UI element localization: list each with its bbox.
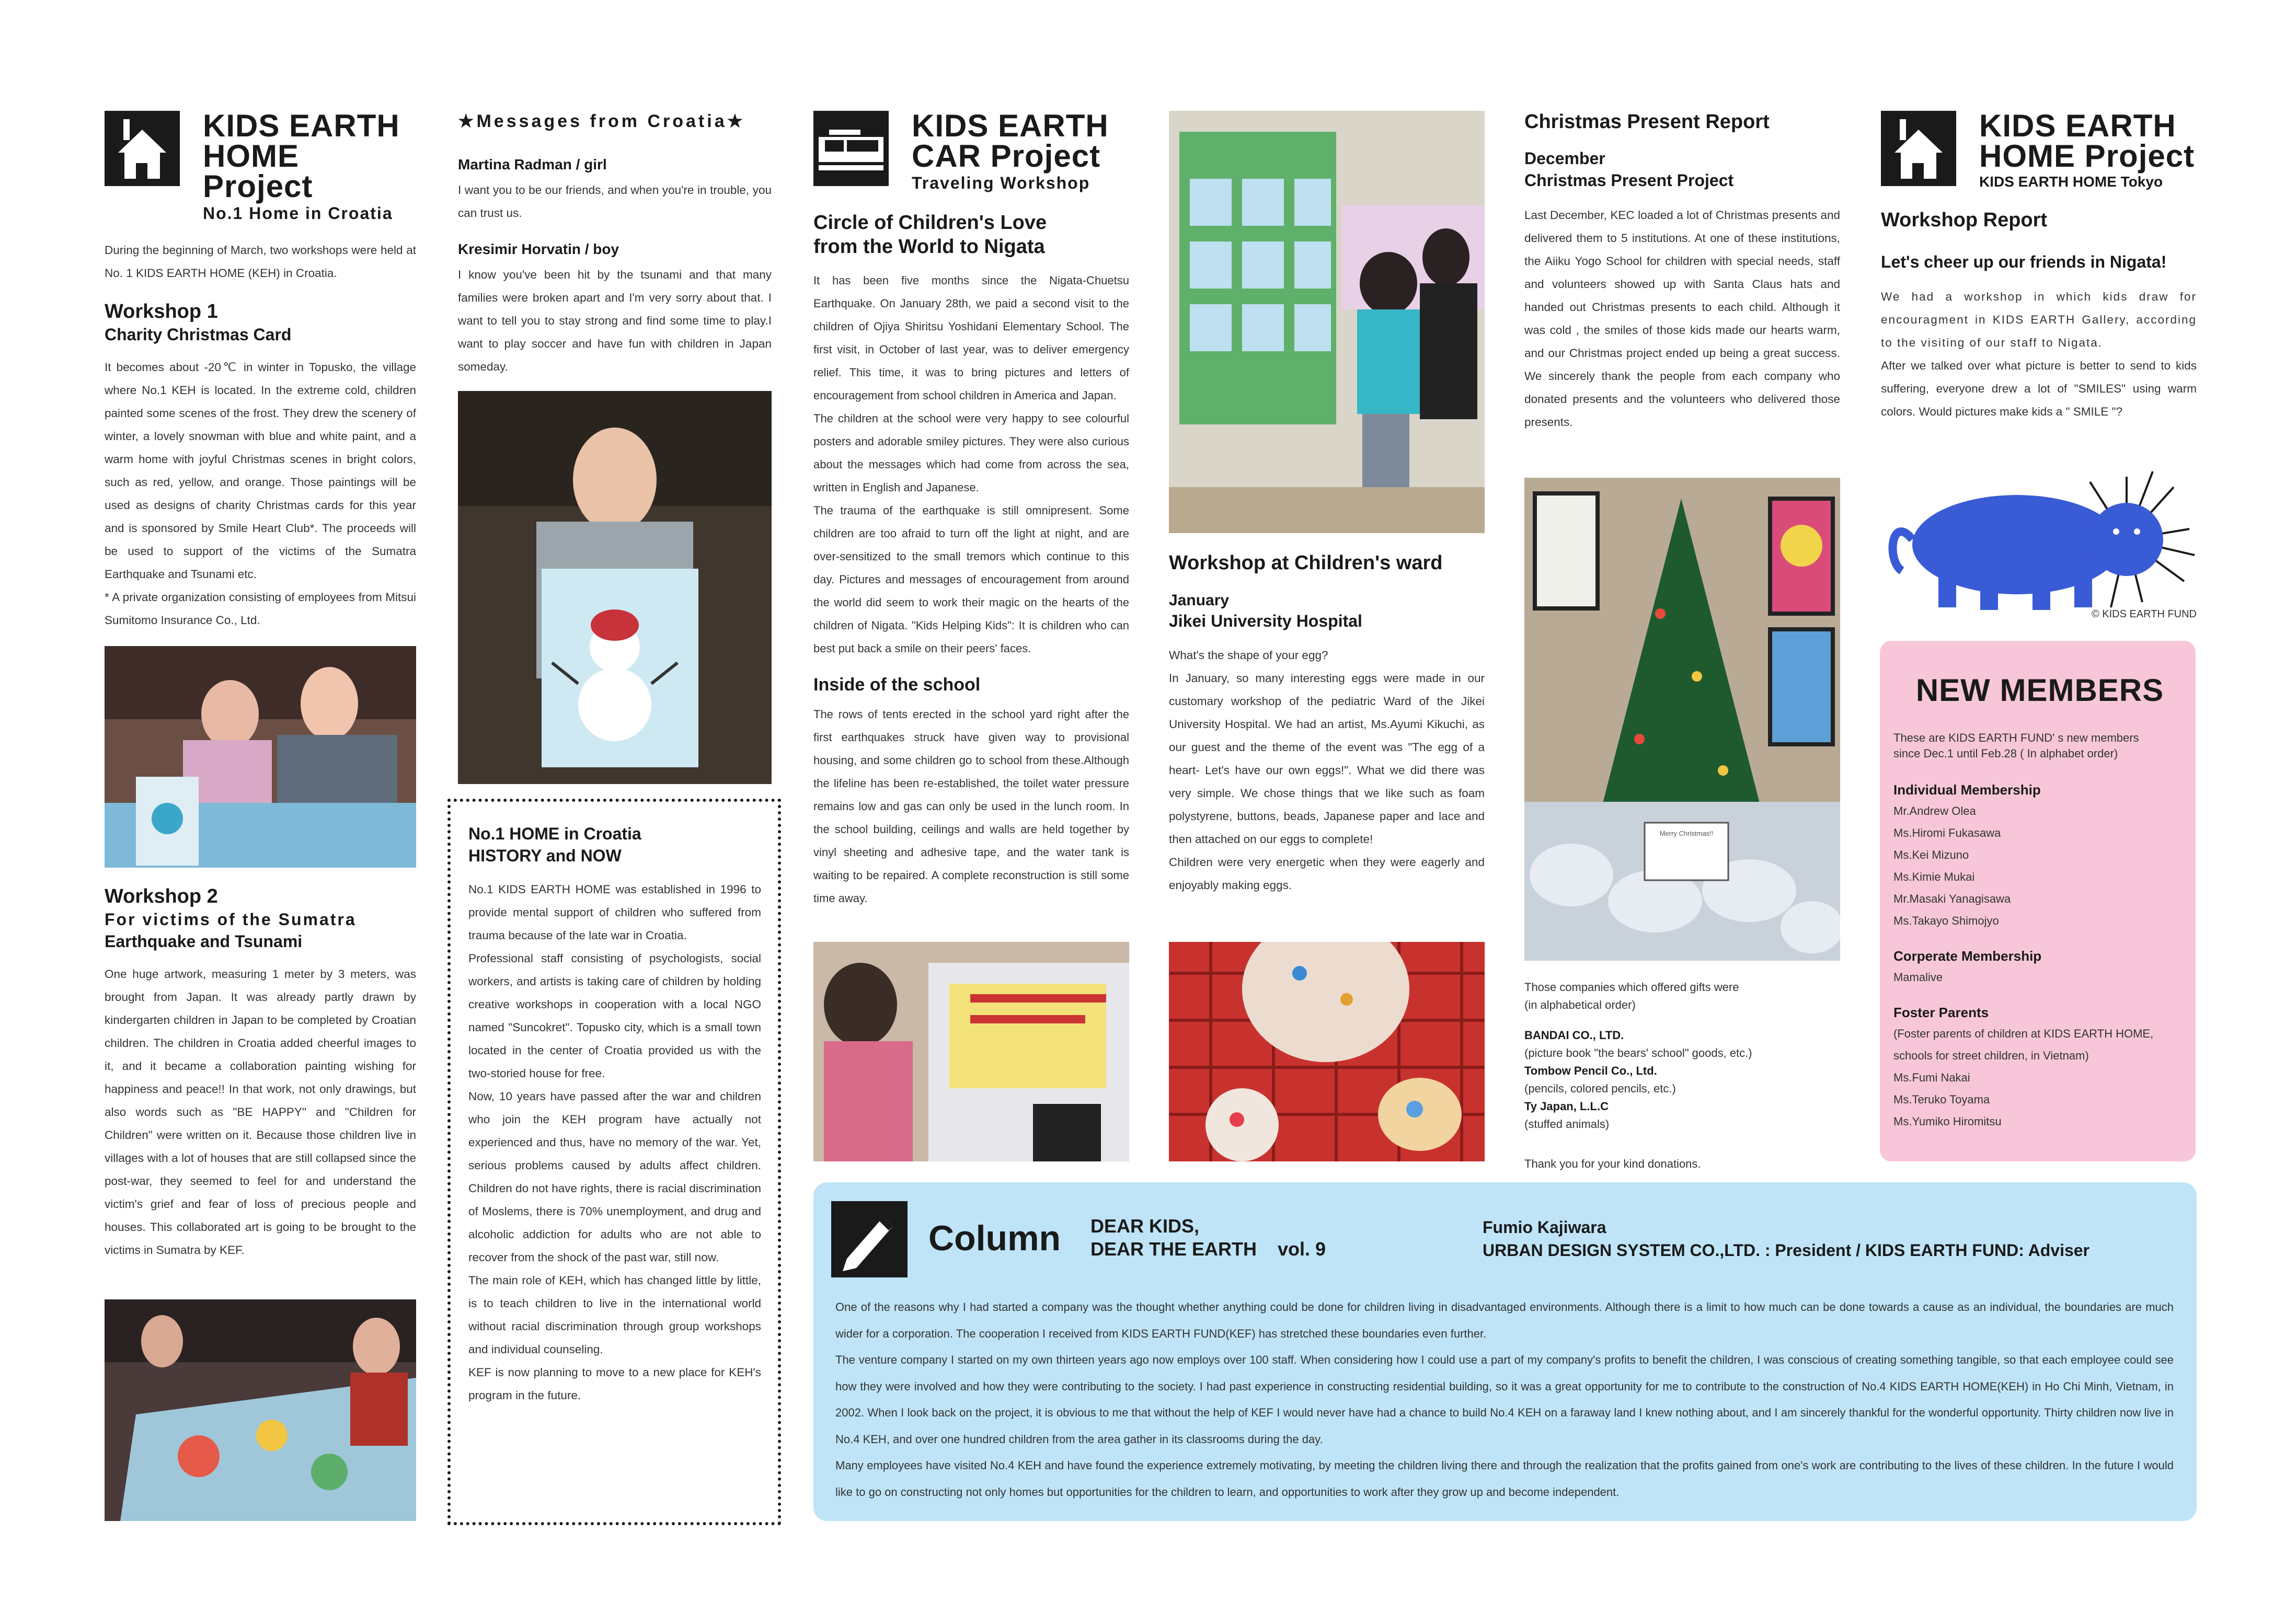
column-keh-croatia	[105, 108, 416, 632]
workshop2-subtitle1: For victims of the Sumatra	[105, 910, 357, 929]
history-title2: HISTORY and NOW	[468, 846, 622, 865]
column-childrens-ward	[1169, 551, 1485, 897]
pen-icon	[831, 1201, 908, 1277]
car-logo	[813, 108, 1129, 193]
message2-name: Kresimir Horvatin / boy	[458, 241, 619, 257]
corporate-title: Corperate Membership	[1893, 948, 2042, 964]
history-p1: No.1 KIDS EARTH HOME was established in 1996 to provide mental support of children who suffered from trauma because of the late war in Croatia.	[468, 883, 761, 942]
keh-tokyo-logo	[1881, 108, 2197, 190]
column-title1: DEAR KIDS,	[1090, 1215, 1200, 1237]
workshop1-text: It becomes about -20℃ in winter in Topusko, the village where No.1 KEH is located. In the extreme cold, children painted some scenes of the frost. They drew the scenery of winter, a lovely snowman with blue and white paint, and a warm home with joyful Christmas scenes in bright colors, such as red, yellow, and orange. Those paintings will be used as designs of charity Christmas cards for this year and is sponsored by Smile Heart Club*. The proceeds will be used to support of the victims of the Sumatra Earthquake and Tsunami etc.	[105, 361, 416, 581]
history-p5: KEF is now planning to move to a new place for KEH's program in the future.	[468, 1366, 761, 1402]
message1-text: I want you to be our friends, and when you're in trouble, you can trust us.	[458, 183, 772, 220]
photo-girls-painting	[105, 646, 416, 868]
christmas-sub1: December	[1524, 149, 1605, 168]
drawing-blue-lion	[1881, 466, 2197, 618]
workshop1-note: * A private organization consisting of employees from Mitsui Sumitomo Insurance Co., Ltd.	[105, 591, 416, 627]
tokyo-sub: Let's cheer up our friends in Nigata!	[1881, 252, 2167, 271]
member-name: Ms.Kei Mizuno	[1893, 848, 1969, 861]
column-title2-text: DEAR THE EARTH	[1090, 1238, 1257, 1260]
member-name: Mamalive	[1893, 971, 1943, 984]
ward-sub1: January	[1169, 592, 1230, 609]
company-name: Ty Japan, L.L.C	[1524, 1100, 1609, 1113]
history-title1: No.1 HOME in Croatia	[468, 824, 641, 843]
companies-thanks: Thank you for your kind donations.	[1524, 1157, 1701, 1170]
individual-title: Individual Membership	[1893, 782, 2041, 798]
photo-collaboration-art	[105, 1299, 416, 1521]
column-p2: The venture company I started on my own thirteen years ago now employs over 100 staff. When considering how I could use a part of my company's profits to benefit the children, I was conscious of creating something tangible, so that each employee could see how they were involved and how they were contributing to the society. I had past experience in constructing residential building, so it was a great opportunity for me to contribute to the construction of No.4 KIDS EARTH HOME(KEH) in Ho Chi Minh, Vietnam, in 2002. When I look back on the project, it is obvious to me that without the help of KEF I would never have had a chance to build No.4 KEH on a faraway land I knew nothing about, and I am sincerely thankful for the wonderful opportunity. Thirty children now live in No.4 KEH, and over one hundred children from the area gather in its classrooms during the day.	[835, 1353, 2174, 1446]
car-p1: It has been five months since the Nigata-Chuetsu Earthquake. On January 28th, we paid a second visit to the children of Ojiya Shiritsu Yoshidani Elementary School. The first visit, in October of last year, was to deliver emergency relief. This time, it was to bring pictures and letters of encouragement from school children in America and Japan.	[813, 274, 1129, 402]
member-name: Ms.Yumiko Hiromitsu	[1893, 1115, 2002, 1128]
car-text	[813, 269, 1129, 660]
history-p2: Professional staff consisting of psychologists, social workers, and artists is taking care of children by holding creative workshops in cooperation with a local NGO named "Suncokret". Topusko city, which is a small town located in the center of Croatia provided us with the two-storied house for free.	[468, 952, 761, 1080]
history-p4: The main role of KEH, which has changed little by little, is to teach children to live in the international world without racial discrimination through group workshops and individual counseling.	[468, 1274, 761, 1356]
column-text	[835, 1294, 2174, 1505]
column-label: Column	[928, 1218, 1061, 1258]
photo-boy-snowman	[458, 391, 772, 784]
history-text	[468, 878, 761, 1407]
intro-text: During the beginning of March, two workshops were held at No. 1 KIDS EARTH HOME (KEH) in Croatia.	[105, 244, 416, 280]
column-title2	[1090, 1238, 1326, 1261]
car-p3: The trauma of the earthquake is still omnipresent. Some children are too afraid to turn off the light at night, and are over-sensitized to the small tremors which continue to this day. Pictures and messages of encouragement from around the world did seem to work their magic on the hearts of the children of Nigata. "Kids Helping Kids": It is children who can best put back a smile on their peers' faces.	[813, 504, 1129, 655]
message1-name: Martina Radman / girl	[458, 156, 607, 172]
column-p3: Many employees have visited No.4 KEH and have found the experience extremely motivating, by meeting the children living there and through the realization that the profits gained from one's work are contributing to the lives of these children. In the future I would like to go on constructing not only homes but opportunities for the children to learn, and opportunities to work after they grow up and become independent.	[835, 1459, 2174, 1499]
workshop1-title: Workshop 1	[105, 301, 218, 323]
new-members-box	[1880, 641, 2196, 1161]
company-desc: (stuffed animals)	[1524, 1118, 1610, 1131]
keh-logo	[105, 108, 416, 223]
car-p2: The children at the school were very happy to see colourful posters and adorable smiley pictures. They were also curious about the messages which had come from across the sea, written in English and Japanese.	[813, 412, 1129, 494]
column-p1: One of the reasons why I had started a company was the thought whether anything could be done for children living in disadvantaged environments. Although there is a limit to how much can be done towards a cause as an individual, the boundaries are much wider for a corporation. The cooperation I received from KIDS EARTH FUND(KEF) has stretched these boundaries even further.	[835, 1300, 2174, 1340]
column-author-role: URBAN DESIGN SYSTEM CO.,LTD. : President / KIDS EARTH FUND: Adviser	[1483, 1241, 2089, 1260]
inside-title: Inside of the school	[813, 675, 981, 695]
new-members-intro2: since Dec.1 until Feb.28 ( In alphabet order)	[1893, 747, 2118, 760]
workshop2-section	[105, 884, 416, 1262]
logo-line3: No.1 Home in Croatia	[203, 204, 393, 223]
workshop2-title: Workshop 2	[105, 885, 218, 907]
column-title	[1090, 1215, 1326, 1261]
column-author-block	[1483, 1216, 2089, 1262]
column-messages	[458, 110, 772, 378]
message2-text: I know you've been hit by the tsunami and that many families were broken apart and I'm very sorry about that. I want to tell you to stay strong and find some time to play.I want to play soccer and have fun with children in Japan someday.	[458, 268, 772, 373]
companies-intro2: (in alphabetical order)	[1524, 998, 1636, 1011]
member-name: Ms.Fumi Nakai	[1893, 1071, 1970, 1084]
photo-christmas-tree	[1524, 478, 1840, 961]
foster-title: Foster Parents	[1893, 1005, 1989, 1020]
photo-children-ward-gallery	[1169, 111, 1485, 533]
photo-decorated-eggs	[1169, 942, 1485, 1161]
logo-line1: KIDS EARTH	[912, 108, 1109, 143]
member-name: Mr.Masaki Yanagisawa	[1893, 892, 2011, 905]
logo-line1: KIDS EARTH	[203, 108, 400, 143]
foster-note: schools for street children, in Vietnam)	[1893, 1049, 2089, 1062]
ward-p1: What's the shape of your egg?	[1169, 649, 1328, 662]
new-members-title: NEW MEMBERS	[1915, 673, 2164, 708]
history-box	[447, 799, 781, 1525]
column-christmas-report	[1524, 110, 1840, 434]
logo-line3: KIDS EARTH HOME Tokyo	[1979, 174, 2163, 190]
workshop2-text: One huge artwork, measuring 1 meter by 3 meters, was brought from Japan. It was already partly drawn by kindergarten children in Japan to be completed by Croatian children. The children in Croatia added cheerful images to it, and it became a collaboration painting wishing for happiness and peace!! In that work, not only drawings, but also words such as "BE HAPPY" and "Children for Children" were written on it. Because those children live in villages with a lot of houses that are still collapsed since the post-war, they seemed to feel for and understand the victim's grief and fear of loss of precious people and houses. This collaborated art is going to be brought to the victims in Sumatra by KEF.	[105, 968, 416, 1257]
tokyo-title: Workshop Report	[1881, 209, 2048, 231]
lion-credit: © KIDS EARTH FUND	[2091, 608, 2197, 620]
column-car-project	[813, 108, 1129, 910]
new-members-intro1: These are KIDS EARTH FUND' s new members	[1893, 731, 2139, 744]
member-name: Ms.Hiromi Fukasawa	[1893, 826, 2001, 839]
companies-intro1: Those companies which offered gifts were	[1524, 981, 1739, 994]
member-name: Ms.Kimie Mukai	[1893, 870, 1975, 883]
house-logo-icon	[1881, 111, 1956, 186]
company-name: BANDAI CO., LTD.	[1524, 1029, 1624, 1042]
messages-title: ★Messages from Croatia★	[458, 111, 746, 131]
christmas-sign: Merry Christmas!!	[1659, 830, 1714, 837]
ward-text	[1169, 644, 1485, 897]
logo-line2: HOME Project	[203, 139, 313, 204]
member-name: Mr.Andrew Olea	[1893, 804, 1976, 817]
logo-line2: HOME Project	[1979, 139, 2195, 174]
ward-sub2: Jikei University Hospital	[1169, 612, 1362, 630]
company-list	[1524, 1027, 1840, 1133]
christmas-title: Christmas Present Report	[1524, 111, 1770, 133]
workshop1-subtitle: Charity Christmas Card	[105, 325, 292, 344]
car-logo-icon	[813, 111, 889, 186]
history-p3: Now, 10 years have passed after the war and children who join the KEH program have actually not experienced and thus, have no memory of the war. Yet, serious problems caused by adults affect children. Children do not have rights, there is racial discrimination of Moslems, there is 70% unemployment, and drug and alcoholic addiction for adults who are not able to recover from the shock of the past war, still now.	[468, 1090, 761, 1264]
member-name: Ms.Teruko Toyama	[1893, 1093, 1990, 1106]
foster-note: (Foster parents of children at KIDS EARTH HOME,	[1893, 1027, 2154, 1040]
logo-line3: Traveling Workshop	[912, 174, 1090, 192]
car-title1: Circle of Children's Love	[813, 212, 1047, 234]
column-box	[813, 1182, 2197, 1521]
christmas-companies	[1524, 978, 1840, 1173]
house-logo-icon	[105, 111, 180, 186]
workshop2-subtitle2: Earthquake and Tsunami	[105, 932, 303, 951]
company-desc: (pencils, colored pencils, etc.)	[1524, 1082, 1676, 1095]
logo-line2: CAR Project	[912, 139, 1101, 174]
individual-list	[1893, 800, 2186, 932]
foster-list	[1893, 1023, 2186, 1133]
column-volume: vol. 9	[1278, 1238, 1326, 1260]
company-desc: (picture book "the bears' school" goods, etc.)	[1524, 1046, 1752, 1059]
ward-title: Workshop at Children's ward	[1169, 552, 1443, 574]
car-title2: from the World to Nigata	[813, 236, 1045, 258]
member-name: Ms.Takayo Shimojyo	[1893, 914, 1999, 927]
logo-line1: KIDS EARTH	[1979, 108, 2176, 143]
tokyo-p2: After we talked over what picture is better to send to kids suffering, everyone drew a lot of "SMILES" using warm colors. Would pictures make kids a " SMILE "?	[1881, 359, 2197, 418]
ward-p2: In January, so many interesting eggs were made in our customary workshop of the pediatric Ward of the Jikei University Hospital. We had an artist, Ms.Ayumi Kikuchi, as our guest and the theme of the event was "The egg of a heart- Let's have our own eggs!". What we did there was very simple. We chose things that we like such as foam polystyrene, buttons, beads, Japanese paper and lace and then attached on our eggs to complete!	[1169, 672, 1485, 846]
column-keh-tokyo	[1881, 108, 2197, 423]
christmas-sub2: Christmas Present Project	[1524, 171, 1734, 190]
tokyo-text	[1881, 285, 2197, 423]
christmas-text: Last December, KEC loaded a lot of Christmas presents and delivered them to 5 institutions. At one of these institutions, the Aiiku Yogo School for children with special needs, staff and volunteers showed up with Santa Claus hats and handed out Christmas presents to each child. Although it was cold , the smiles of those kids made our hearts warm, and our Christmas project ended up being a great success. We sincerely thank the people from each company who donated presents and the volunteers who delivered those presents.	[1524, 209, 1840, 429]
column-author: Fumio Kajiwara	[1483, 1218, 1606, 1237]
company-name: Tombow Pencil Co., Ltd.	[1524, 1064, 1657, 1077]
tokyo-p1: We had a workshop in which kids draw for encouragment in KIDS EARTH Gallery, according to the visiting of our staff to Nigata.	[1881, 290, 2197, 349]
photo-school-poster	[813, 942, 1129, 1161]
ward-p3: Children were very energetic when they were eagerly and enjoyably making eggs.	[1169, 856, 1485, 892]
inside-text: The rows of tents erected in the school yard right after the first earthquakes struck have given way to provisional housing, and some children go to school from these.Although the lifeline has been re-established, the toilet water pressure remains low and gas can only be used in the lunch room. In the school building, ceilings and walls are held together by vinyl sheeting and adhesive tape, and the water tank is waiting to be repaired. A complete reconstruction is still some time away.	[813, 708, 1129, 905]
corporate-list	[1893, 966, 2186, 988]
